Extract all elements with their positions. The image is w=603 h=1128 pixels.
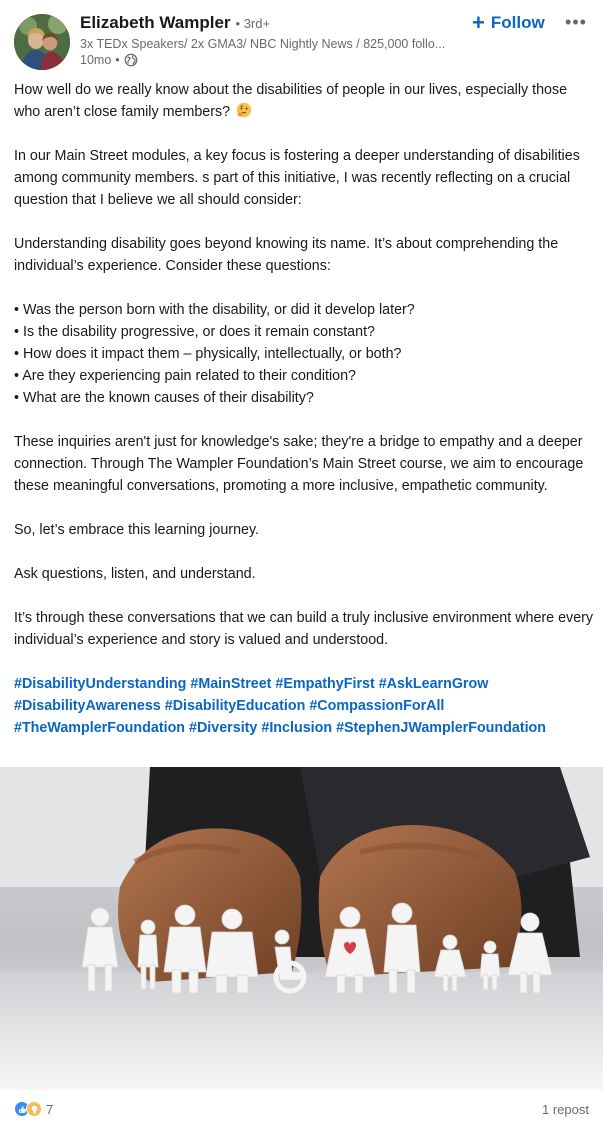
hashtag-link[interactable]: #AskLearnGrow: [378, 676, 489, 692]
bullet-item: • Are they experiencing pain related to their condition?: [14, 368, 356, 384]
post-header: [0, 0, 603, 75]
post-text: [14, 79, 594, 739]
reaction-count: 7: [46, 1101, 54, 1117]
bullet-item: • Is the disability progressive, or does it remain constant?: [14, 324, 376, 340]
bullet-item: • What are the known causes of their disability?: [14, 390, 314, 406]
hashtag-link[interactable]: #Diversity: [189, 720, 258, 736]
post-time: 10mo: [80, 53, 112, 67]
author-headline: 3x TEDx Speakers/ 2x GMA3/ NBC Nightly News / 825,000 follo...: [80, 37, 446, 51]
reactions-summary[interactable]: [14, 1101, 53, 1117]
social-counts-bar: [0, 1090, 603, 1128]
plus-icon: +: [472, 10, 485, 35]
connection-degree: • 3rd+: [235, 16, 271, 31]
hashtag-line: [14, 673, 594, 695]
hashtag-link[interactable]: #MainStreet: [190, 676, 272, 692]
post-paragraph: It’s through these conversations that we can build a truly inclusive environment where every individual’s experience and story is valued and understood.: [14, 610, 594, 648]
post-meta: [80, 53, 138, 67]
insightful-reaction-icon: [26, 1101, 42, 1117]
hashtag-line: [14, 717, 594, 739]
globe-icon: [124, 53, 138, 67]
hashtag-line: [14, 695, 594, 717]
hashtag-link[interactable]: #TheWamplerFoundation: [14, 720, 186, 736]
more-options-icon[interactable]: •••: [565, 11, 587, 32]
post-paragraph: Ask questions, listen, and understand.: [14, 566, 256, 582]
hashtag-link[interactable]: #EmpathyFirst: [275, 676, 375, 692]
follow-button[interactable]: [472, 11, 545, 35]
hashtag-link[interactable]: #DisabilityEducation: [164, 698, 306, 714]
post-paragraph: Understanding disability goes beyond knowing its name. It’s about comprehending the individual’s experience. Consider these questions:: [14, 236, 559, 274]
hashtag-link[interactable]: #StephenJWamplerFoundation: [336, 720, 547, 736]
meta-separator: •: [115, 53, 120, 67]
post-paragraph: How well do we really know about the disabilities of people in our lives, especially those who aren’t close family members?: [14, 82, 568, 120]
hashtag-link[interactable]: #DisabilityUnderstanding: [14, 676, 187, 692]
reposts-count[interactable]: 1 repost: [542, 1102, 589, 1117]
author-name[interactable]: Elizabeth Wampler: [80, 13, 231, 32]
post-paragraph: These inquiries aren't just for knowledge's sake; they're a bridge to empathy and a deeper connection. Through The Wampler Foundation’s Main Street course, we aim to encourage these meaningful conversations, promoting a more inclusive, empathetic community.: [14, 434, 584, 494]
hashtag-link[interactable]: #DisabilityAwareness: [14, 698, 161, 714]
post-image[interactable]: [0, 767, 603, 1090]
bullet-item: • How does it impact them – physically, intellectually, or both?: [14, 346, 402, 362]
post-paragraph: In our Main Street modules, a key focus is fostering a deeper understanding of disabilities among community members. s part of this initiative, I was recently reflecting on a crucial question that I believe we all should consider:: [14, 148, 580, 208]
thinking-face-emoji: [236, 102, 252, 118]
bullet-item: • Was the person born with the disability, or did it develop later?: [14, 302, 415, 318]
follow-label: Follow: [490, 13, 545, 32]
hashtag-link[interactable]: #Inclusion: [261, 720, 333, 736]
hashtag-link[interactable]: #CompassionForAll: [309, 698, 445, 714]
author-avatar[interactable]: [14, 14, 70, 70]
post-paragraph: So, let’s embrace this learning journey.: [14, 522, 260, 538]
